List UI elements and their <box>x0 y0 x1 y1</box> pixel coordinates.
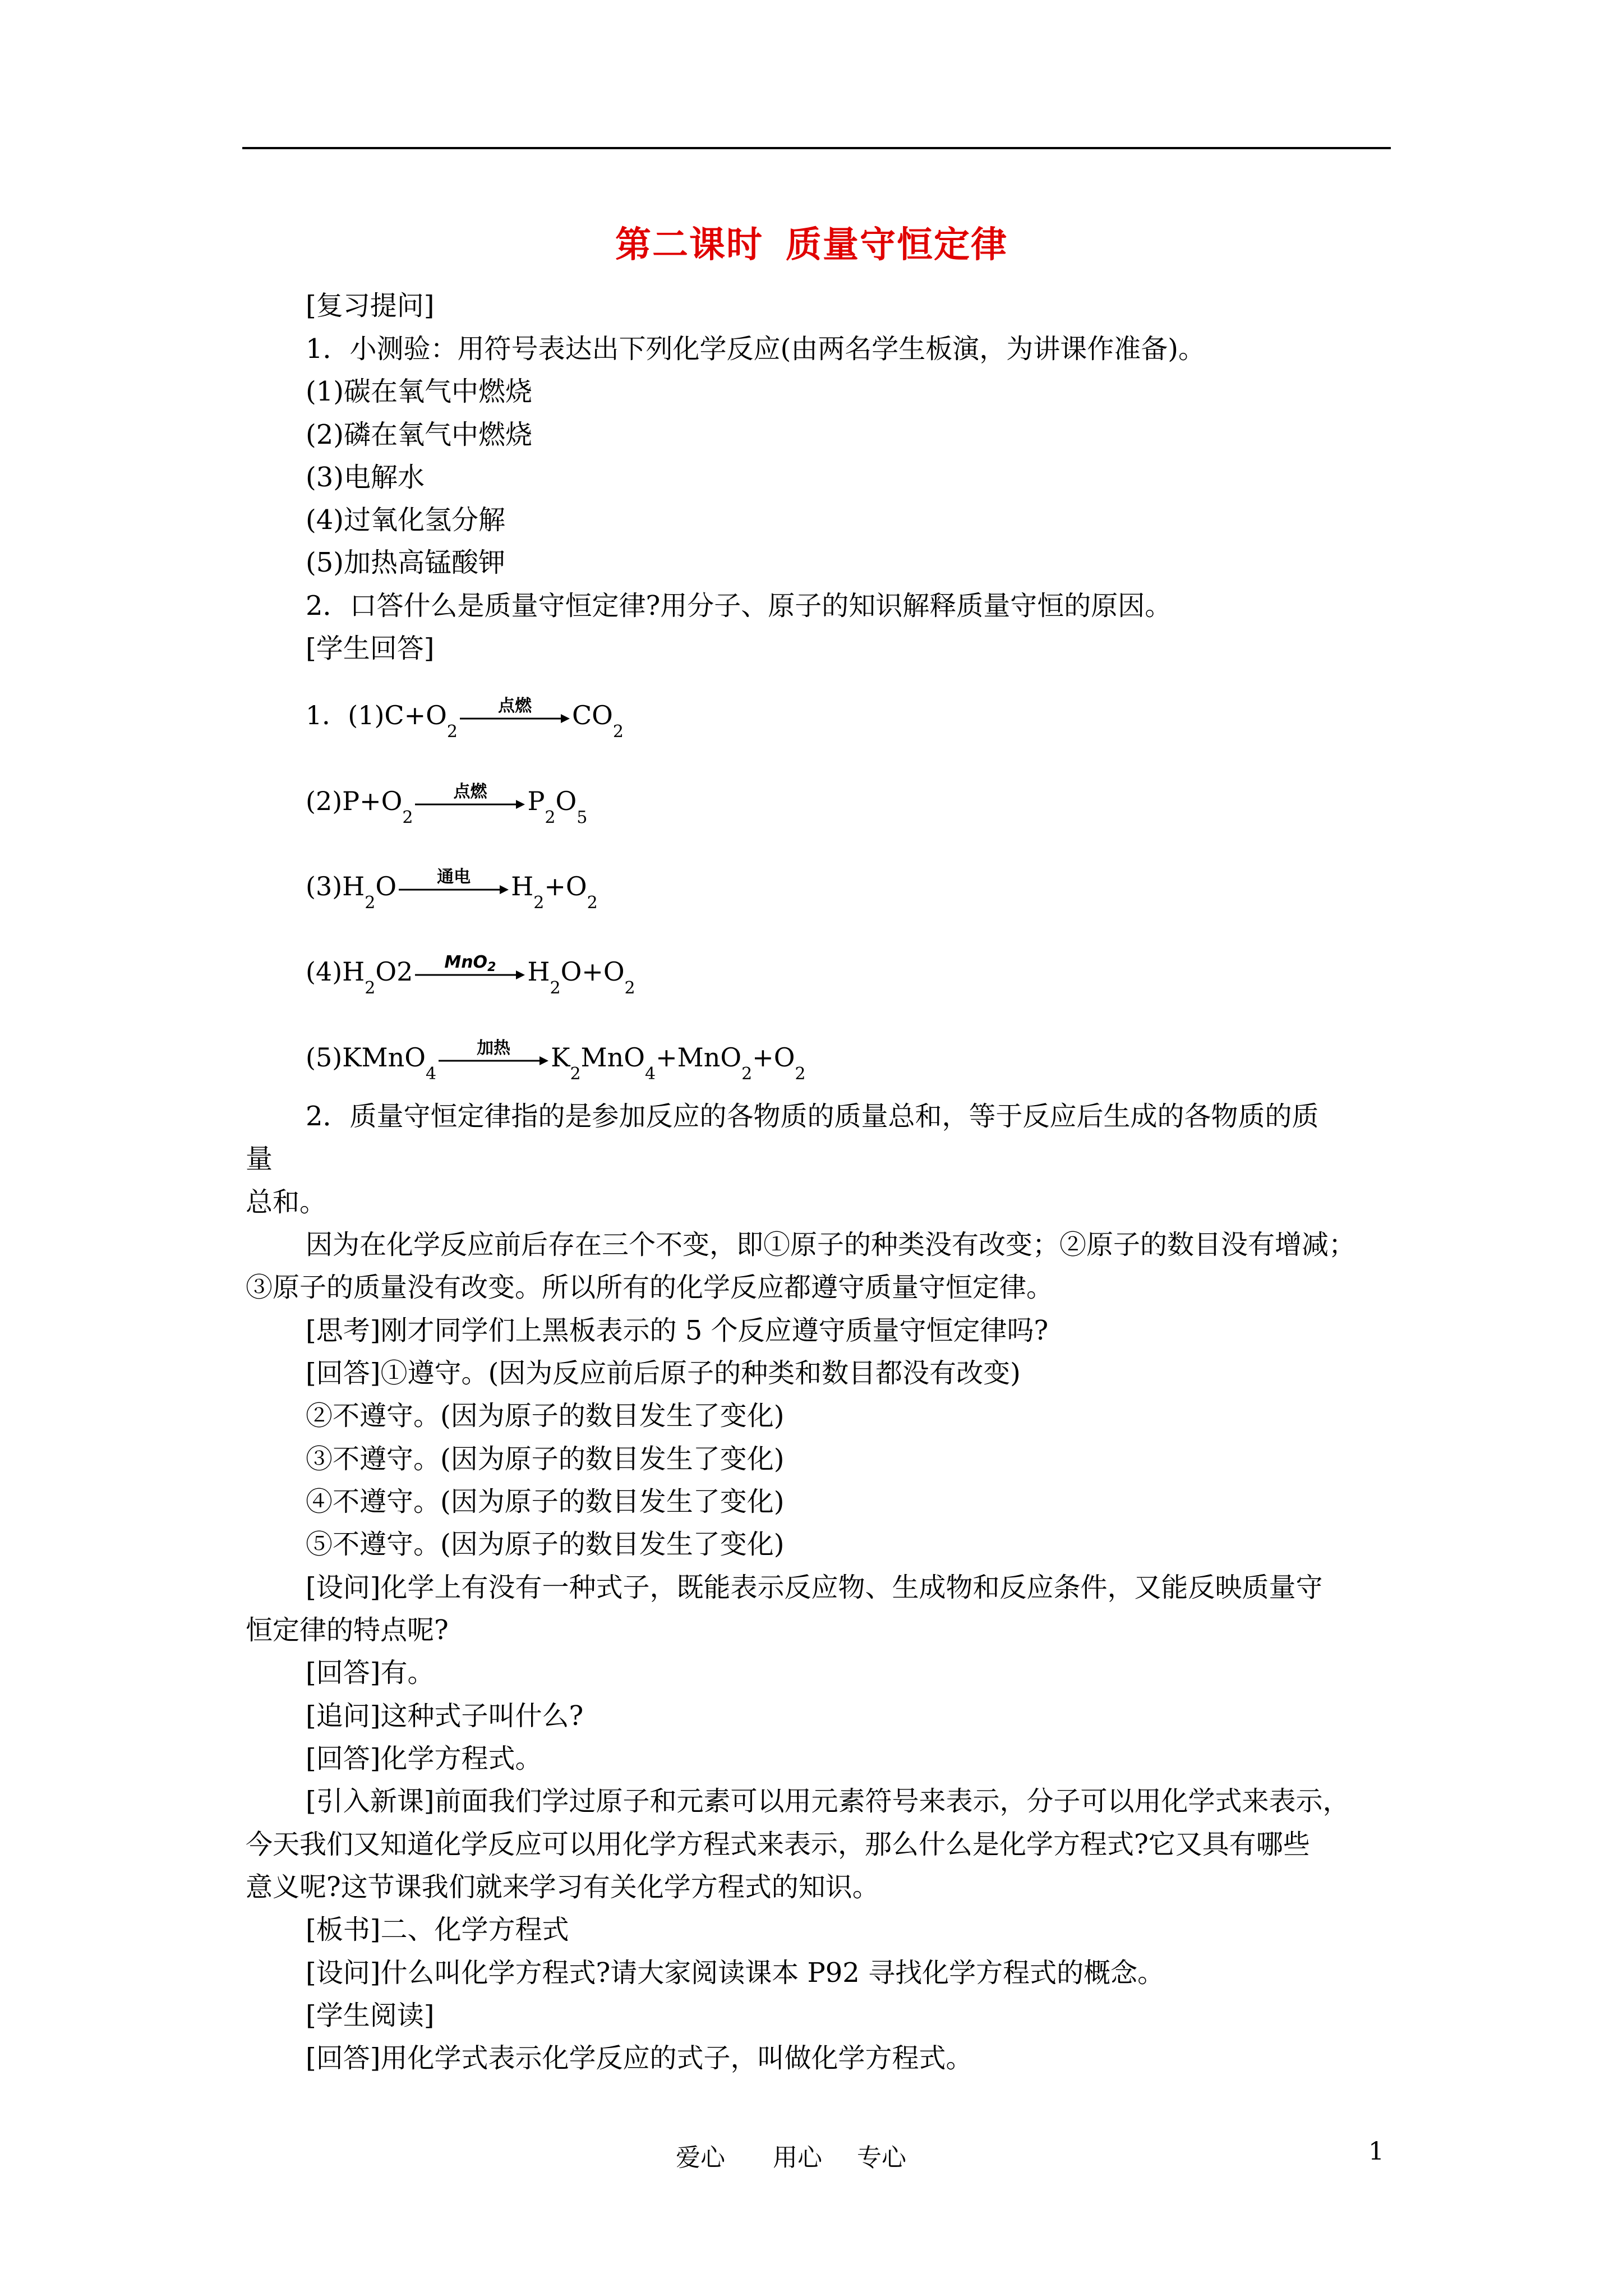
answer-item-2: ②不遵守。(因为原子的数目发生了变化) <box>306 1400 785 1432</box>
reason-line-1: 因为在化学反应前后存在三个不变，即①原子的种类没有改变；②原子的数目没有增减； <box>306 1229 1356 1260</box>
set-question-line-1: [设问]化学上有没有一种式子，既能表示反应物、生成物和反应条件，又能反映质量守 <box>306 1572 1323 1603</box>
set-question-line-2: 恒定律的特点呢? <box>246 1614 449 1646</box>
equation-2: (2)P+O 2 点燃 P 2 O 5 <box>306 784 587 818</box>
reaction-arrow <box>398 869 510 903</box>
question-1-item-5: (5)加热高锰酸钾 <box>306 547 505 578</box>
reaction-condition: 点燃 <box>497 696 532 716</box>
intro-line-1: [引入新课]前面我们学过原子和元素可以用元素符号来表示，分子可以用化学式来表示， <box>306 1786 1350 1817</box>
question-1-item-1: (1)碳在氧气中燃烧 <box>306 376 532 407</box>
reaction-condition: 通电 <box>437 867 471 887</box>
reaction-condition: 点燃 <box>453 782 487 802</box>
question-1-item-3: (3)电解水 <box>306 462 425 493</box>
reaction-condition: 加热 <box>477 1038 511 1058</box>
reaction-arrow <box>414 955 526 988</box>
reaction-arrow <box>459 698 571 732</box>
answer-item-4: ④不遵守。(因为原子的数目发生了变化) <box>306 1486 785 1517</box>
page-number: 1 <box>1368 2137 1384 2166</box>
question-1-item-4: (4)过氧化氢分解 <box>306 504 505 536</box>
intro-line-2: 今天我们又知道化学反应可以用化学方程式来表示，那么什么是化学方程式?它又具有哪些 <box>246 1829 1310 1860</box>
answer-item-1: [回答]①遵守。(因为反应前后原子的种类和数目都没有改变) <box>306 1358 1021 1389</box>
reaction-arrow <box>414 784 526 818</box>
follow-up-question: [追问]这种式子叫什么? <box>306 1700 584 1732</box>
question-1: 1．小测验：用符号表达出下列化学反应(由两名学生板演，为讲课作准备)。 <box>306 333 1205 365</box>
student-reading: [学生阅读] <box>306 2000 435 2031</box>
board-note: [板书]二、化学方程式 <box>306 1914 569 1945</box>
equation-3: (3)H 2 O 通电 H 2 +O 2 <box>306 869 598 903</box>
reaction-condition: MnO$_2$ <box>444 953 496 974</box>
intro-line-3: 意义呢?这节课我们就来学习有关化学方程式的知识。 <box>246 1871 879 1903</box>
question-1-item-2: (2)磷在氧气中燃烧 <box>306 419 532 450</box>
reaction-arrow <box>437 1038 550 1074</box>
answer-2-line-2: 量 <box>246 1143 273 1175</box>
answer-item-5: ⑤不遵守。(因为原子的数目发生了变化) <box>306 1529 785 1560</box>
page-title <box>0 216 1623 268</box>
answer-definition: [回答]用化学式表示化学反应的式子，叫做化学方程式。 <box>306 2042 973 2074</box>
answer-item-3: ③不遵守。(因为原子的数目发生了变化) <box>306 1443 785 1475</box>
title-sub: 质量守恒定律 <box>786 224 1008 266</box>
title-main: 第二课时 <box>615 224 763 266</box>
question-2: 2．口答什么是质量守恒定律?用分子、原子的知识解释质量守恒的原因。 <box>306 590 1172 622</box>
equation-4: (4)H 2 O2 MnO$_2$ H 2 O+O 2 <box>306 955 635 988</box>
answer-2-line-3: 总和。 <box>246 1186 327 1218</box>
answer-equation: [回答]化学方程式。 <box>306 1743 542 1774</box>
student-answer-heading: [学生回答] <box>306 633 435 664</box>
review-heading: [复习提问] <box>306 290 435 321</box>
footer-text-1: 爱心 <box>676 2143 725 2172</box>
footer-text-2: 用心 <box>773 2143 822 2172</box>
reason-line-2: ③原子的质量没有改变。所以所有的化学反应都遵守质量守恒定律。 <box>246 1272 1054 1303</box>
equation-1: 1．(1)C+O 2 点燃 CO 2 <box>306 698 624 732</box>
answer-have: [回答]有。 <box>306 1657 435 1688</box>
think-question: [思考]刚才同学们上黑板表示的 5 个反应遵守质量守恒定律吗? <box>306 1315 1049 1346</box>
header-rule <box>242 147 1391 149</box>
footer-text-3: 专心 <box>857 2143 906 2172</box>
equation-5: (5)KMnO 4 加热 K 2 MnO 4 +MnO 2 +O 2 <box>306 1041 806 1074</box>
answer-2-line-1: 2．质量守恒定律指的是参加反应的各物质的质量总和，等于反应后生成的各物质的质 <box>306 1101 1319 1132</box>
set-question-2: [设问]什么叫化学方程式?请大家阅读课本 P92 寻找化学方程式的概念。 <box>306 1957 1165 1989</box>
